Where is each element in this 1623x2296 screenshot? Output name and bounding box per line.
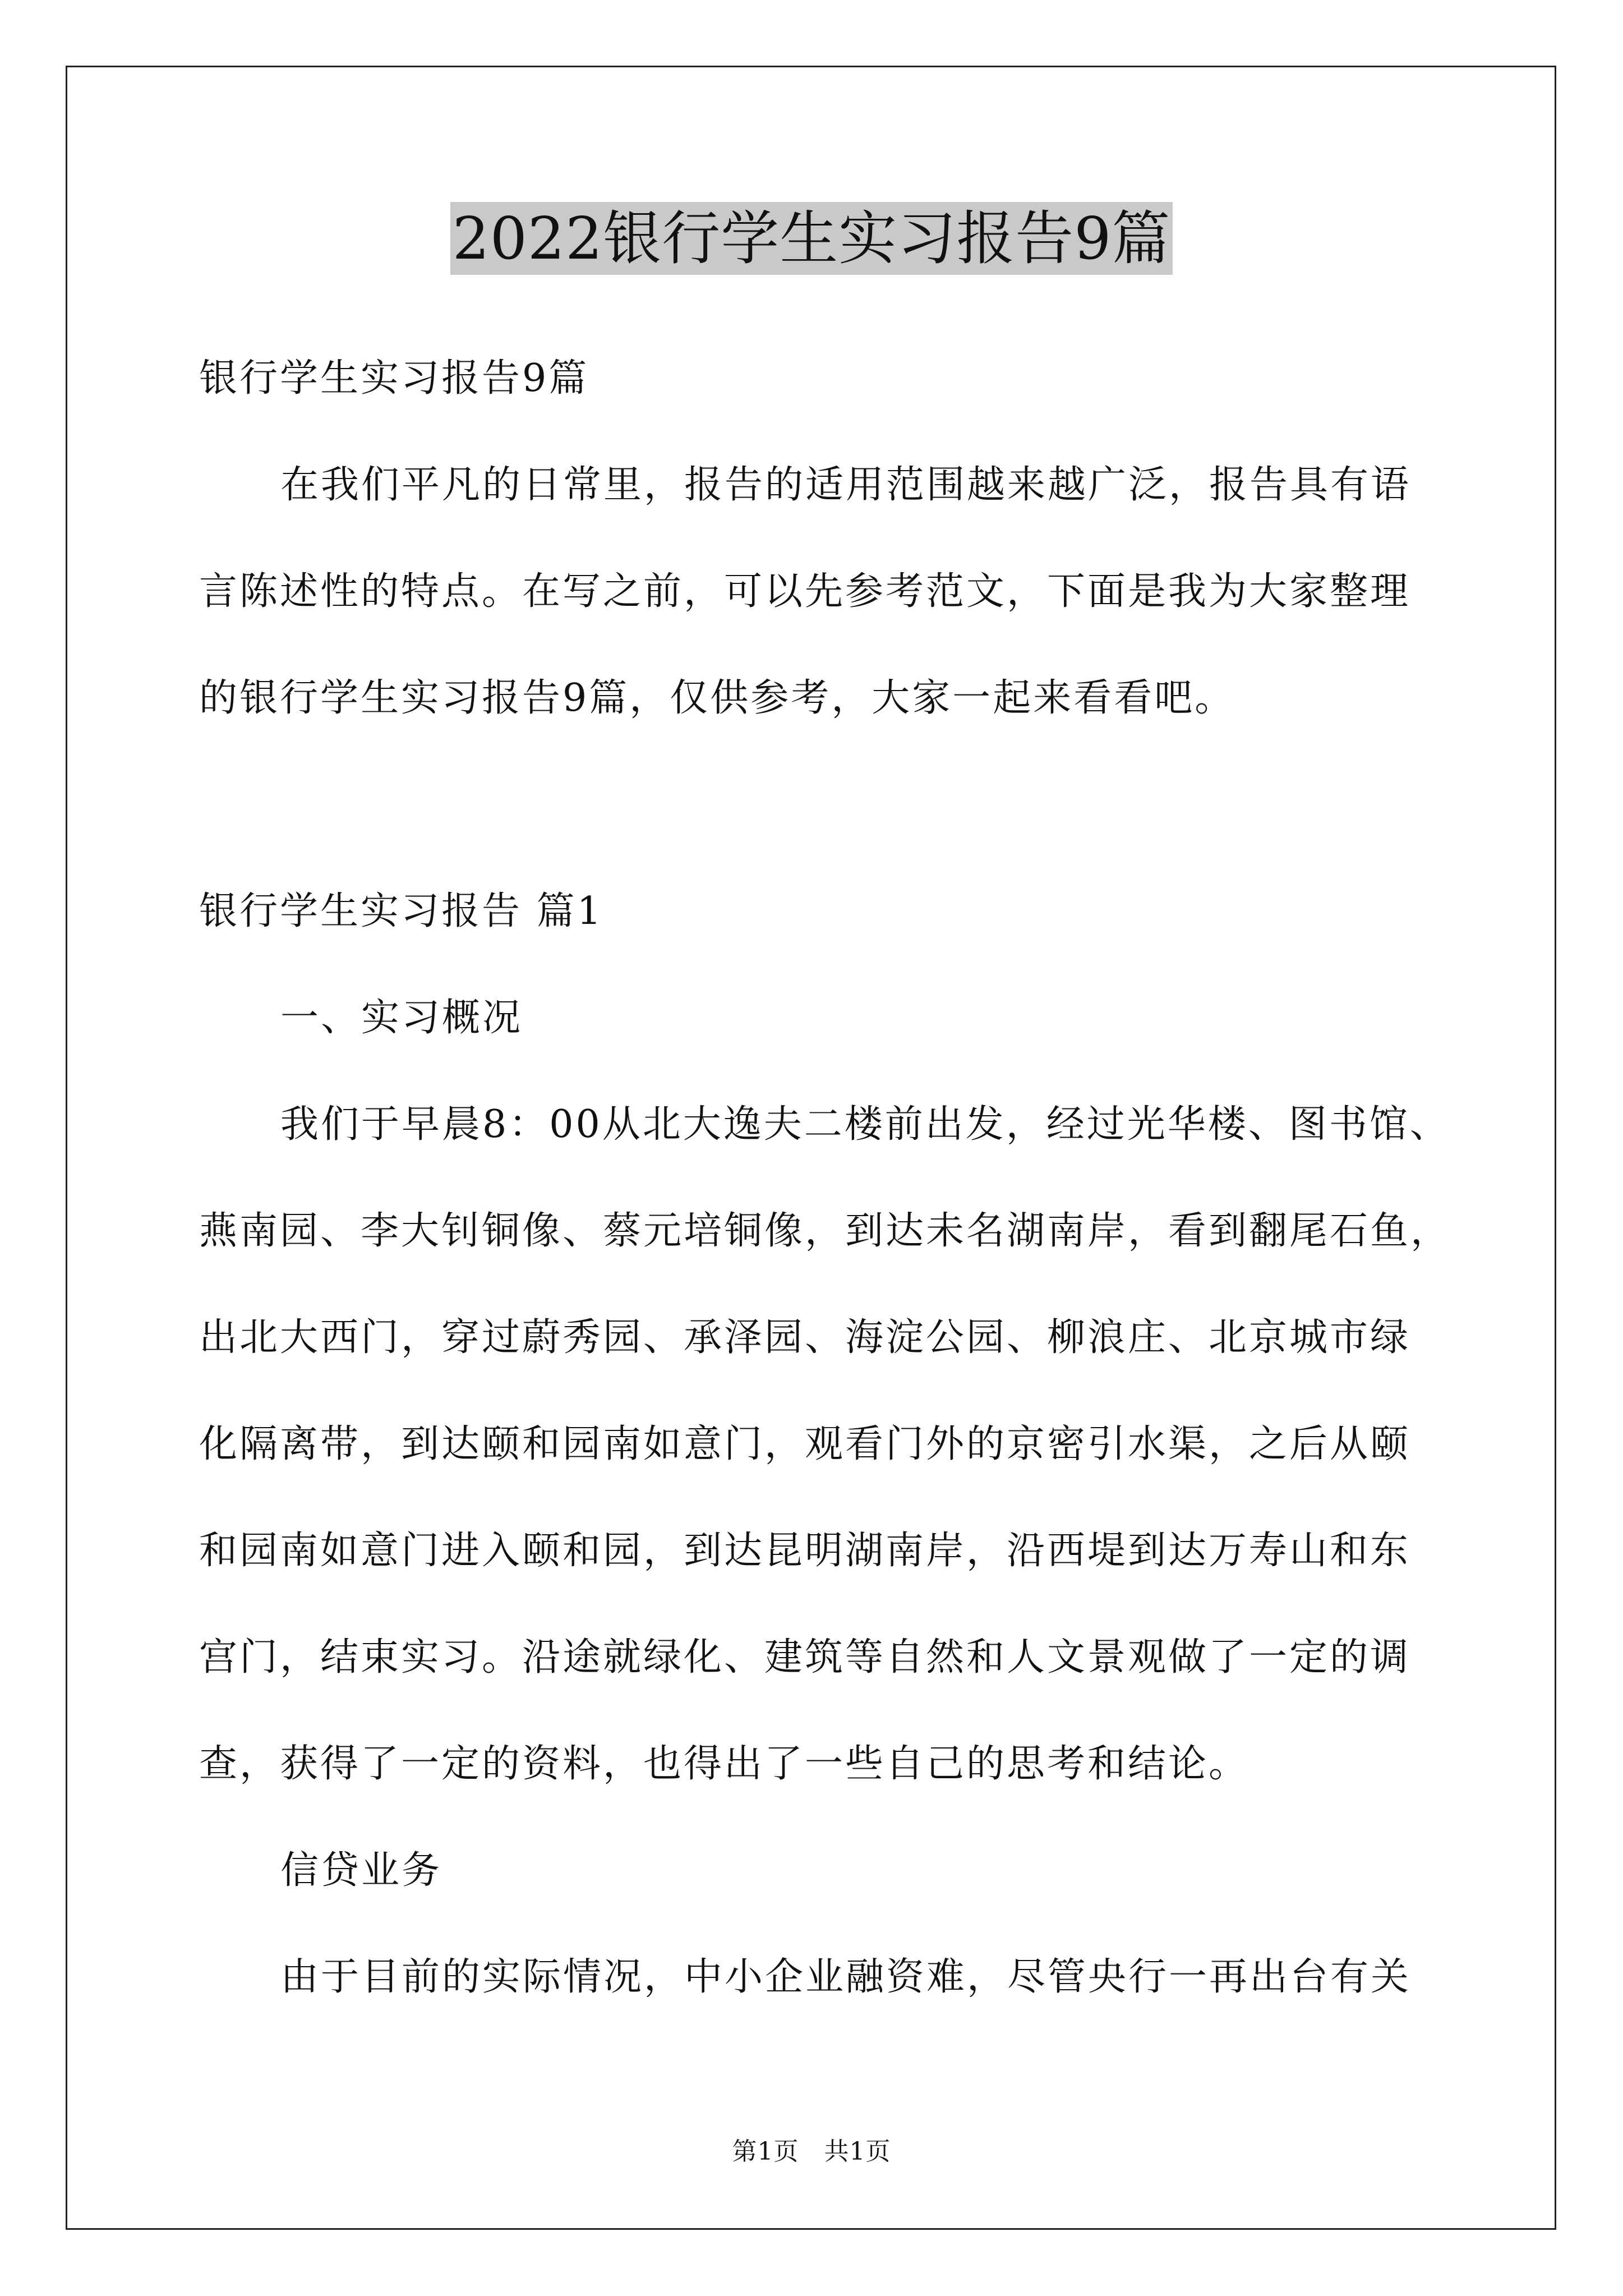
body-line-2: 燕南园、李大钊铜像、蔡元培铜像，到达未名湖南岸，看到翻尾石鱼， [199,1209,1451,1253]
body-line-5: 和园南如意门进入颐和园，到达昆明湖南岸，沿西堤到达万寿山和东 [199,1529,1411,1573]
subheading-overview: 一、实习概况 [280,996,523,1040]
section-heading-1: 银行学生实习报告 篇1 [199,889,603,933]
subtitle-line: 银行学生实习报告9篇 [199,356,589,401]
body-line-3: 出北大西门，穿过蔚秀园、承泽园、海淀公园、柳浪庄、北京城市绿 [199,1315,1411,1360]
document-title: 2022银行学生实习报告9篇 [450,202,1173,275]
page-footer: 第1页 共1页 [732,2137,891,2166]
intro-line-3: 的银行学生实习报告9篇，仅供参考，大家一起来看看吧。 [199,676,1235,720]
body-line-7: 查，获得了一定的资料，也得出了一些自己的思考和结论。 [199,1742,1249,1786]
subheading-credit: 信贷业务 [280,1848,442,1893]
body-line-4: 化隔离带，到达颐和园南如意门，观看门外的京密引水渠，之后从颐 [199,1422,1411,1466]
body-line-8: 由于目前的实际情况，中小企业融资难，尽管央行一再出台有关 [280,1955,1412,1999]
body-line-1: 我们于早晨8：00从北大逸夫二楼前出发，经过光华楼、图书馆、 [280,1102,1450,1147]
body-line-6: 宫门，结束实习。沿途就绿化、建筑等自然和人文景观做了一定的调 [199,1635,1411,1680]
intro-line-1: 在我们平凡的日常里，报告的适用范围越来越广泛，报告具有语 [280,463,1412,507]
intro-line-2: 言陈述性的特点。在写之前，可以先参考范文，下面是我为大家整理 [199,569,1411,614]
title-wrap [0,202,1623,275]
